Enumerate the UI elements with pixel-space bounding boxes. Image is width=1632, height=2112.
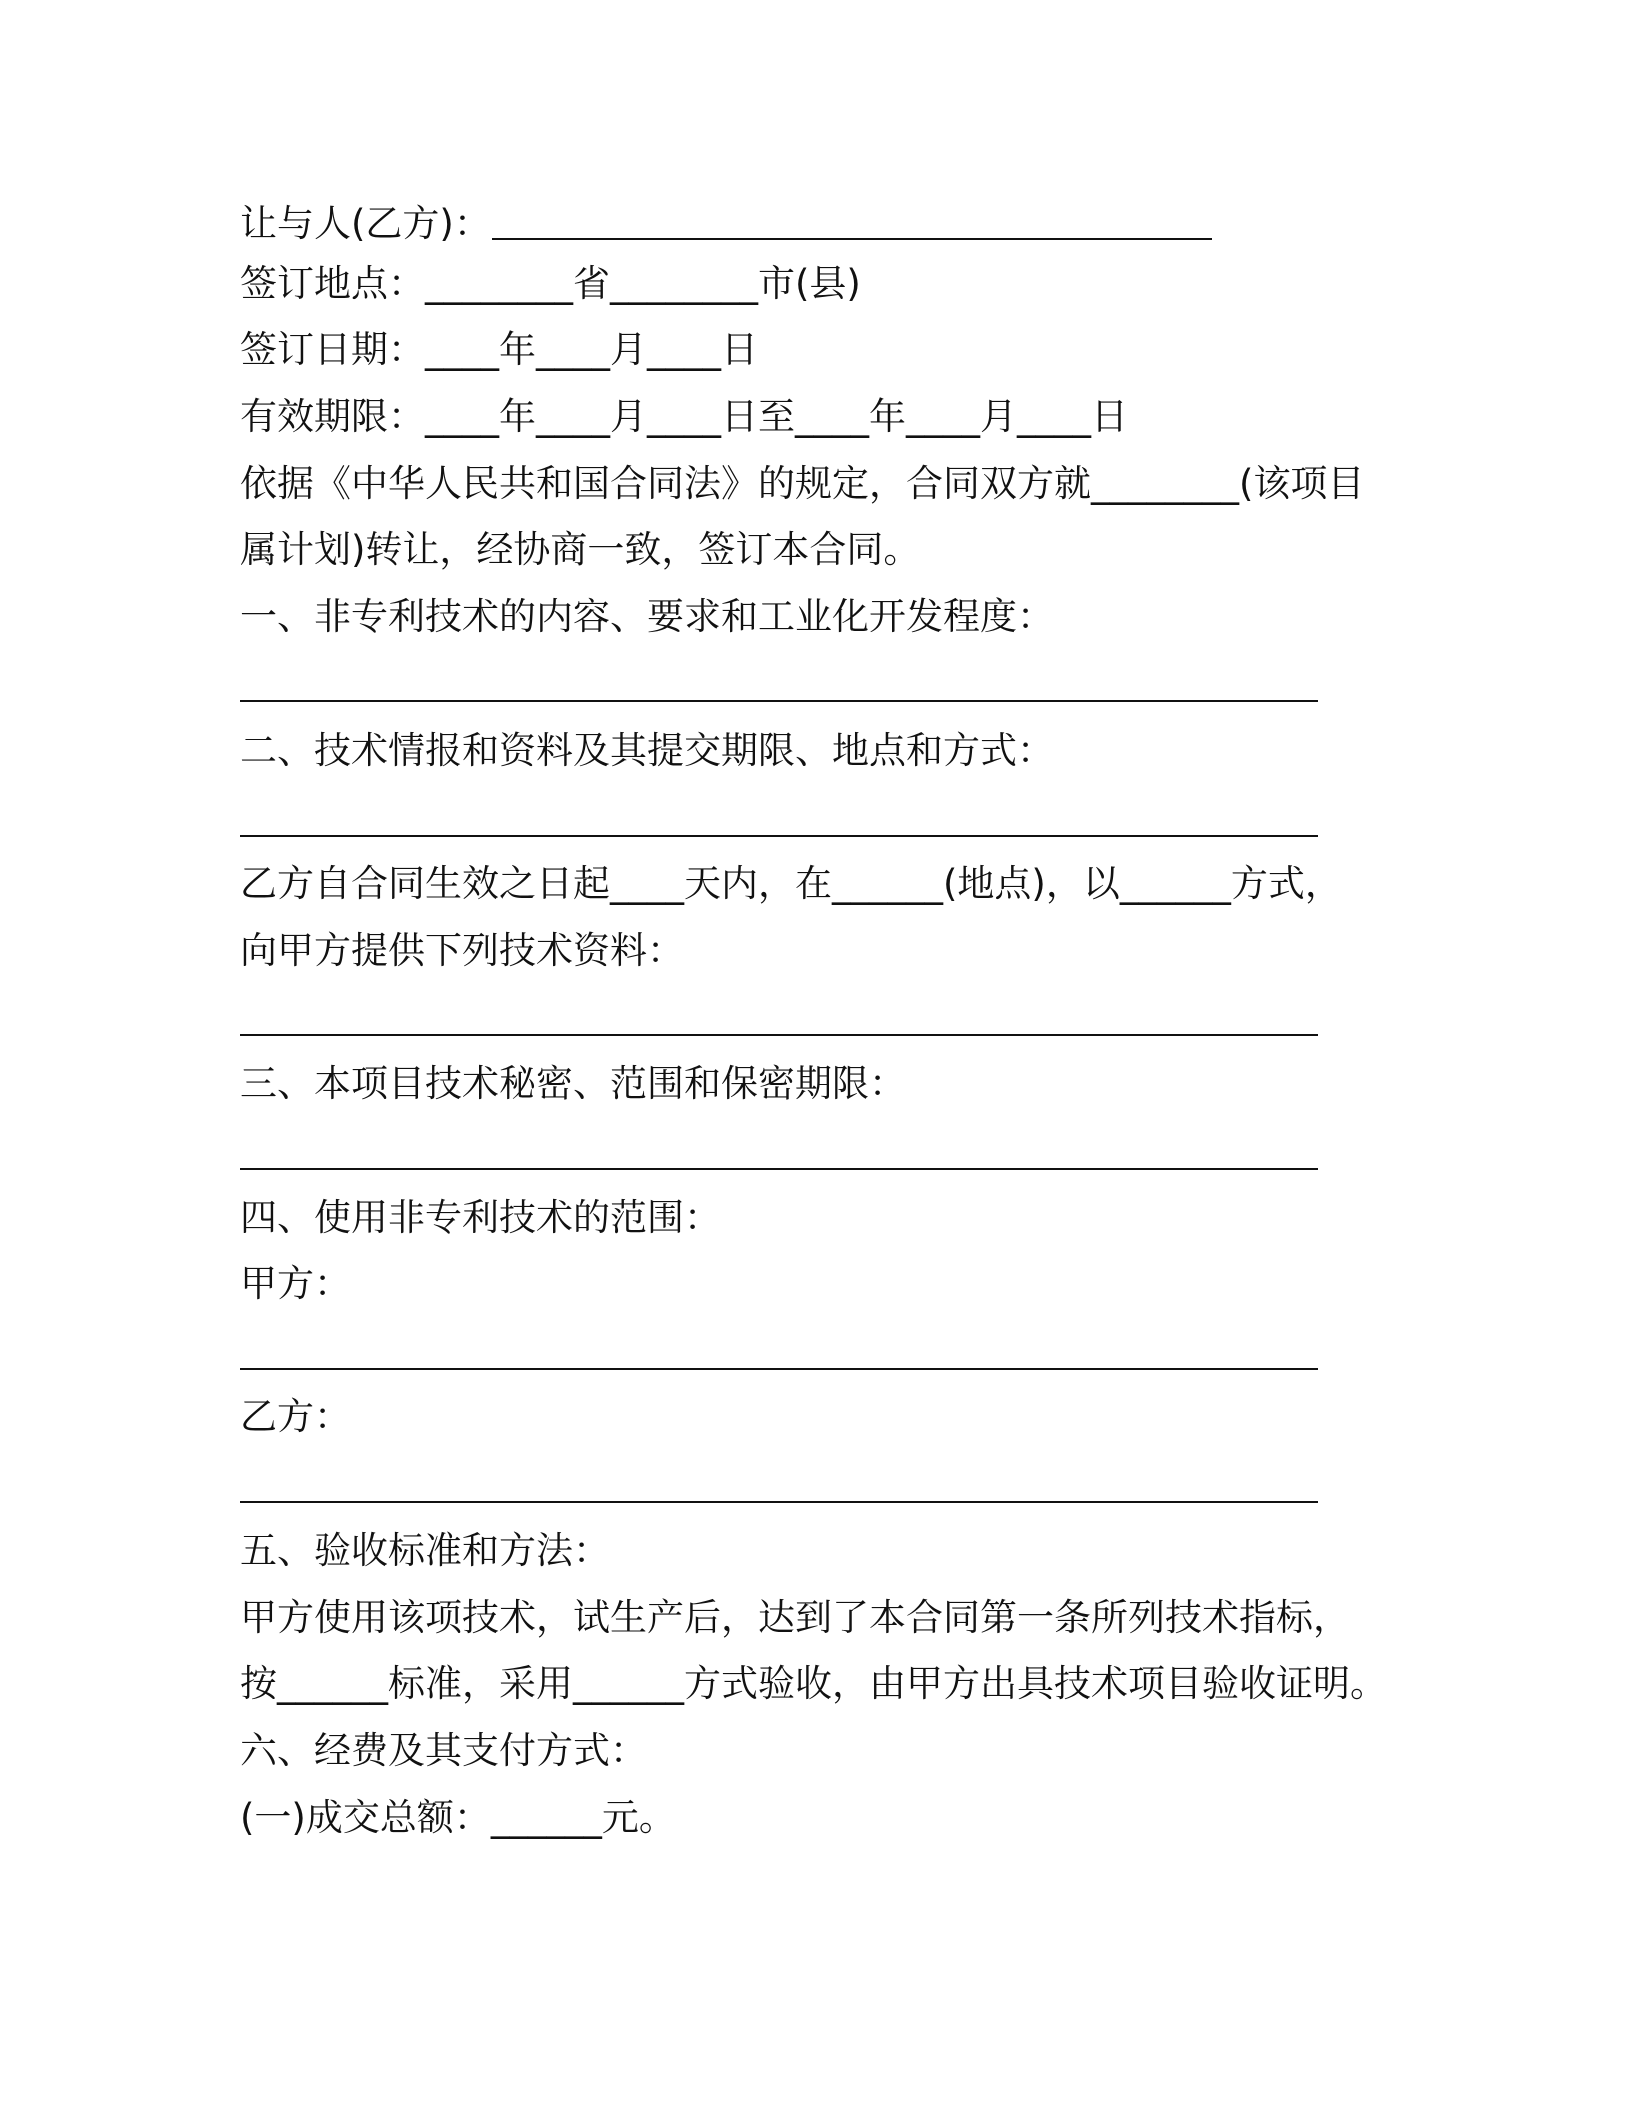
delivery-blank-rule	[240, 1034, 1318, 1036]
party-b-label: 乙方：	[240, 1395, 351, 1438]
delivery-terms-line-1: 乙方自合同生效之日起____天内，在______(地点)，以______方式，	[240, 862, 1342, 905]
section-2-blank-rule	[240, 835, 1318, 837]
party-b-blank-rule	[240, 1501, 1318, 1503]
total-amount-line: (一)成交总额：______元。	[240, 1796, 676, 1839]
section-1-heading: 一、非专利技术的内容、要求和工业化开发程度：	[240, 595, 1054, 638]
acceptance-line-2: 按______标准，采用______方式验收，由甲方出具技术项目验收证明。	[240, 1662, 1387, 1705]
section-6-heading: 六、经费及其支付方式：	[240, 1729, 647, 1772]
party-a-label: 甲方：	[240, 1262, 351, 1305]
section-4-heading: 四、使用非专利技术的范围：	[240, 1196, 721, 1239]
party-a-blank-rule	[240, 1368, 1318, 1370]
acceptance-line-1: 甲方使用该项技术，试生产后，达到了本合同第一条所列技术指标，	[240, 1596, 1350, 1639]
section-3-blank-rule	[240, 1168, 1318, 1170]
validity-period-line: 有效期限：____年____月____日至____年____月____日	[240, 395, 1128, 438]
signing-date-line: 签订日期：____年____月____日	[240, 328, 758, 371]
transferor-blank-rule	[492, 238, 1212, 240]
transferor-party-b-line: 让与人(乙方)：	[240, 202, 491, 245]
contract-basis-line-1: 依据《中华人民共和国合同法》的规定，合同双方就________(该项目	[240, 462, 1365, 505]
section-2-heading: 二、技术情报和资料及其提交期限、地点和方式：	[240, 729, 1054, 772]
delivery-terms-line-2: 向甲方提供下列技术资料：	[240, 929, 684, 972]
contract-basis-line-2: 属计划)转让，经协商一致，签订本合同。	[240, 528, 921, 571]
section-5-heading: 五、验收标准和方法：	[240, 1529, 610, 1572]
section-1-blank-rule	[240, 700, 1318, 702]
signing-place-line: 签订地点：________省________市(县)	[240, 262, 861, 305]
section-3-heading: 三、本项目技术秘密、范围和保密期限：	[240, 1062, 906, 1105]
